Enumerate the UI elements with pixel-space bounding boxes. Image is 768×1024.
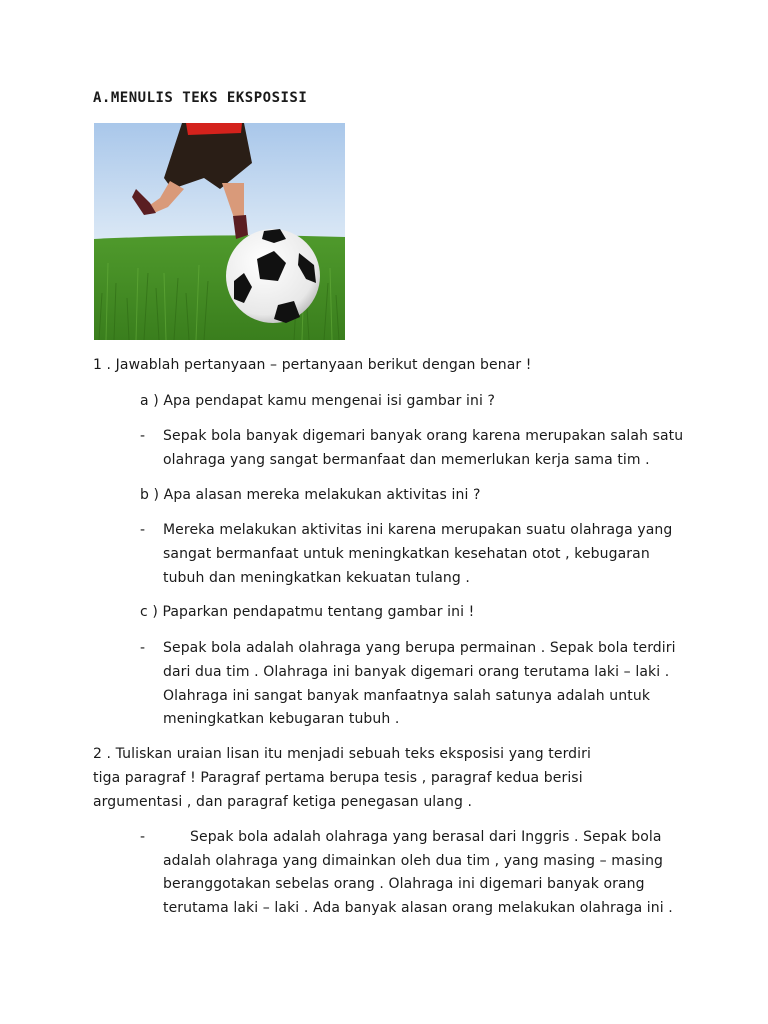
answer-1b-line: sangat bermanfaat untuk meningkatkan kesehatan otot , kebugaran — [163, 546, 650, 562]
bullet-dash: - — [140, 522, 146, 538]
answer-2-line: beranggotakan sebelas orang . Olahraga ini digemari banyak orang — [163, 876, 645, 892]
bullet-dash: - — [140, 829, 146, 845]
question-2-prompt-line: argumentasi , dan paragraf ketiga penegasan ulang . — [93, 794, 473, 810]
bullet-dash: - — [140, 428, 146, 444]
answer-1c-line: Olahraga ini sangat banyak manfaatnya salah satunya adalah untuk — [163, 688, 651, 704]
answer-1a-line: olahraga yang sangat bermanfaat dan memerlukan kerja sama tim . — [163, 452, 650, 468]
soccer-photo — [94, 123, 345, 340]
question-2-prompt-line: 2 . Tuliskan uraian lisan itu menjadi sebuah teks eksposisi yang terdiri — [93, 746, 592, 762]
answer-1a-line: Sepak bola banyak digemari banyak orang karena merupakan salah satu — [163, 428, 684, 444]
bullet-dash: - — [140, 640, 146, 656]
question-1b: b ) Apa alasan mereka melakukan aktivitas ini ? — [140, 487, 481, 503]
answer-2-line: adalah olahraga yang dimainkan oleh dua tim , yang masing – masing — [163, 853, 664, 869]
answer-2-line: terutama laki – laki . Ada banyak alasan orang melakukan olahraga ini . — [163, 900, 673, 916]
answer-1b-line: Mereka melakukan aktivitas ini karena merupakan suatu olahraga yang — [163, 522, 673, 538]
question-1c: c ) Paparkan pendapatmu tentang gambar ini ! — [140, 604, 475, 620]
answer-1c-line: Sepak bola adalah olahraga yang berupa permainan . Sepak bola terdiri — [163, 640, 676, 656]
answer-2-line: Sepak bola adalah olahraga yang berasal dari Inggris . Sepak bola — [190, 829, 662, 845]
answer-1c-line: meningkatkan kebugaran tubuh . — [163, 711, 400, 727]
question-2-prompt-line: tiga paragraf ! Paragraf pertama berupa tesis , paragraf kedua berisi — [93, 770, 583, 786]
answer-1c-line: dari dua tim . Olahraga ini banyak digemari orang terutama laki – laki . — [163, 664, 670, 680]
question-1a: a ) Apa pendapat kamu mengenai isi gambar ini ? — [140, 393, 496, 409]
document-heading: A.MENULIS TEKS EKSPOSISI — [93, 90, 308, 106]
answer-1b-line: tubuh dan meningkatkan kekuatan tulang . — [163, 570, 470, 586]
question-1-prompt: 1 . Jawablah pertanyaan – pertanyaan berikut dengan benar ! — [93, 357, 532, 373]
